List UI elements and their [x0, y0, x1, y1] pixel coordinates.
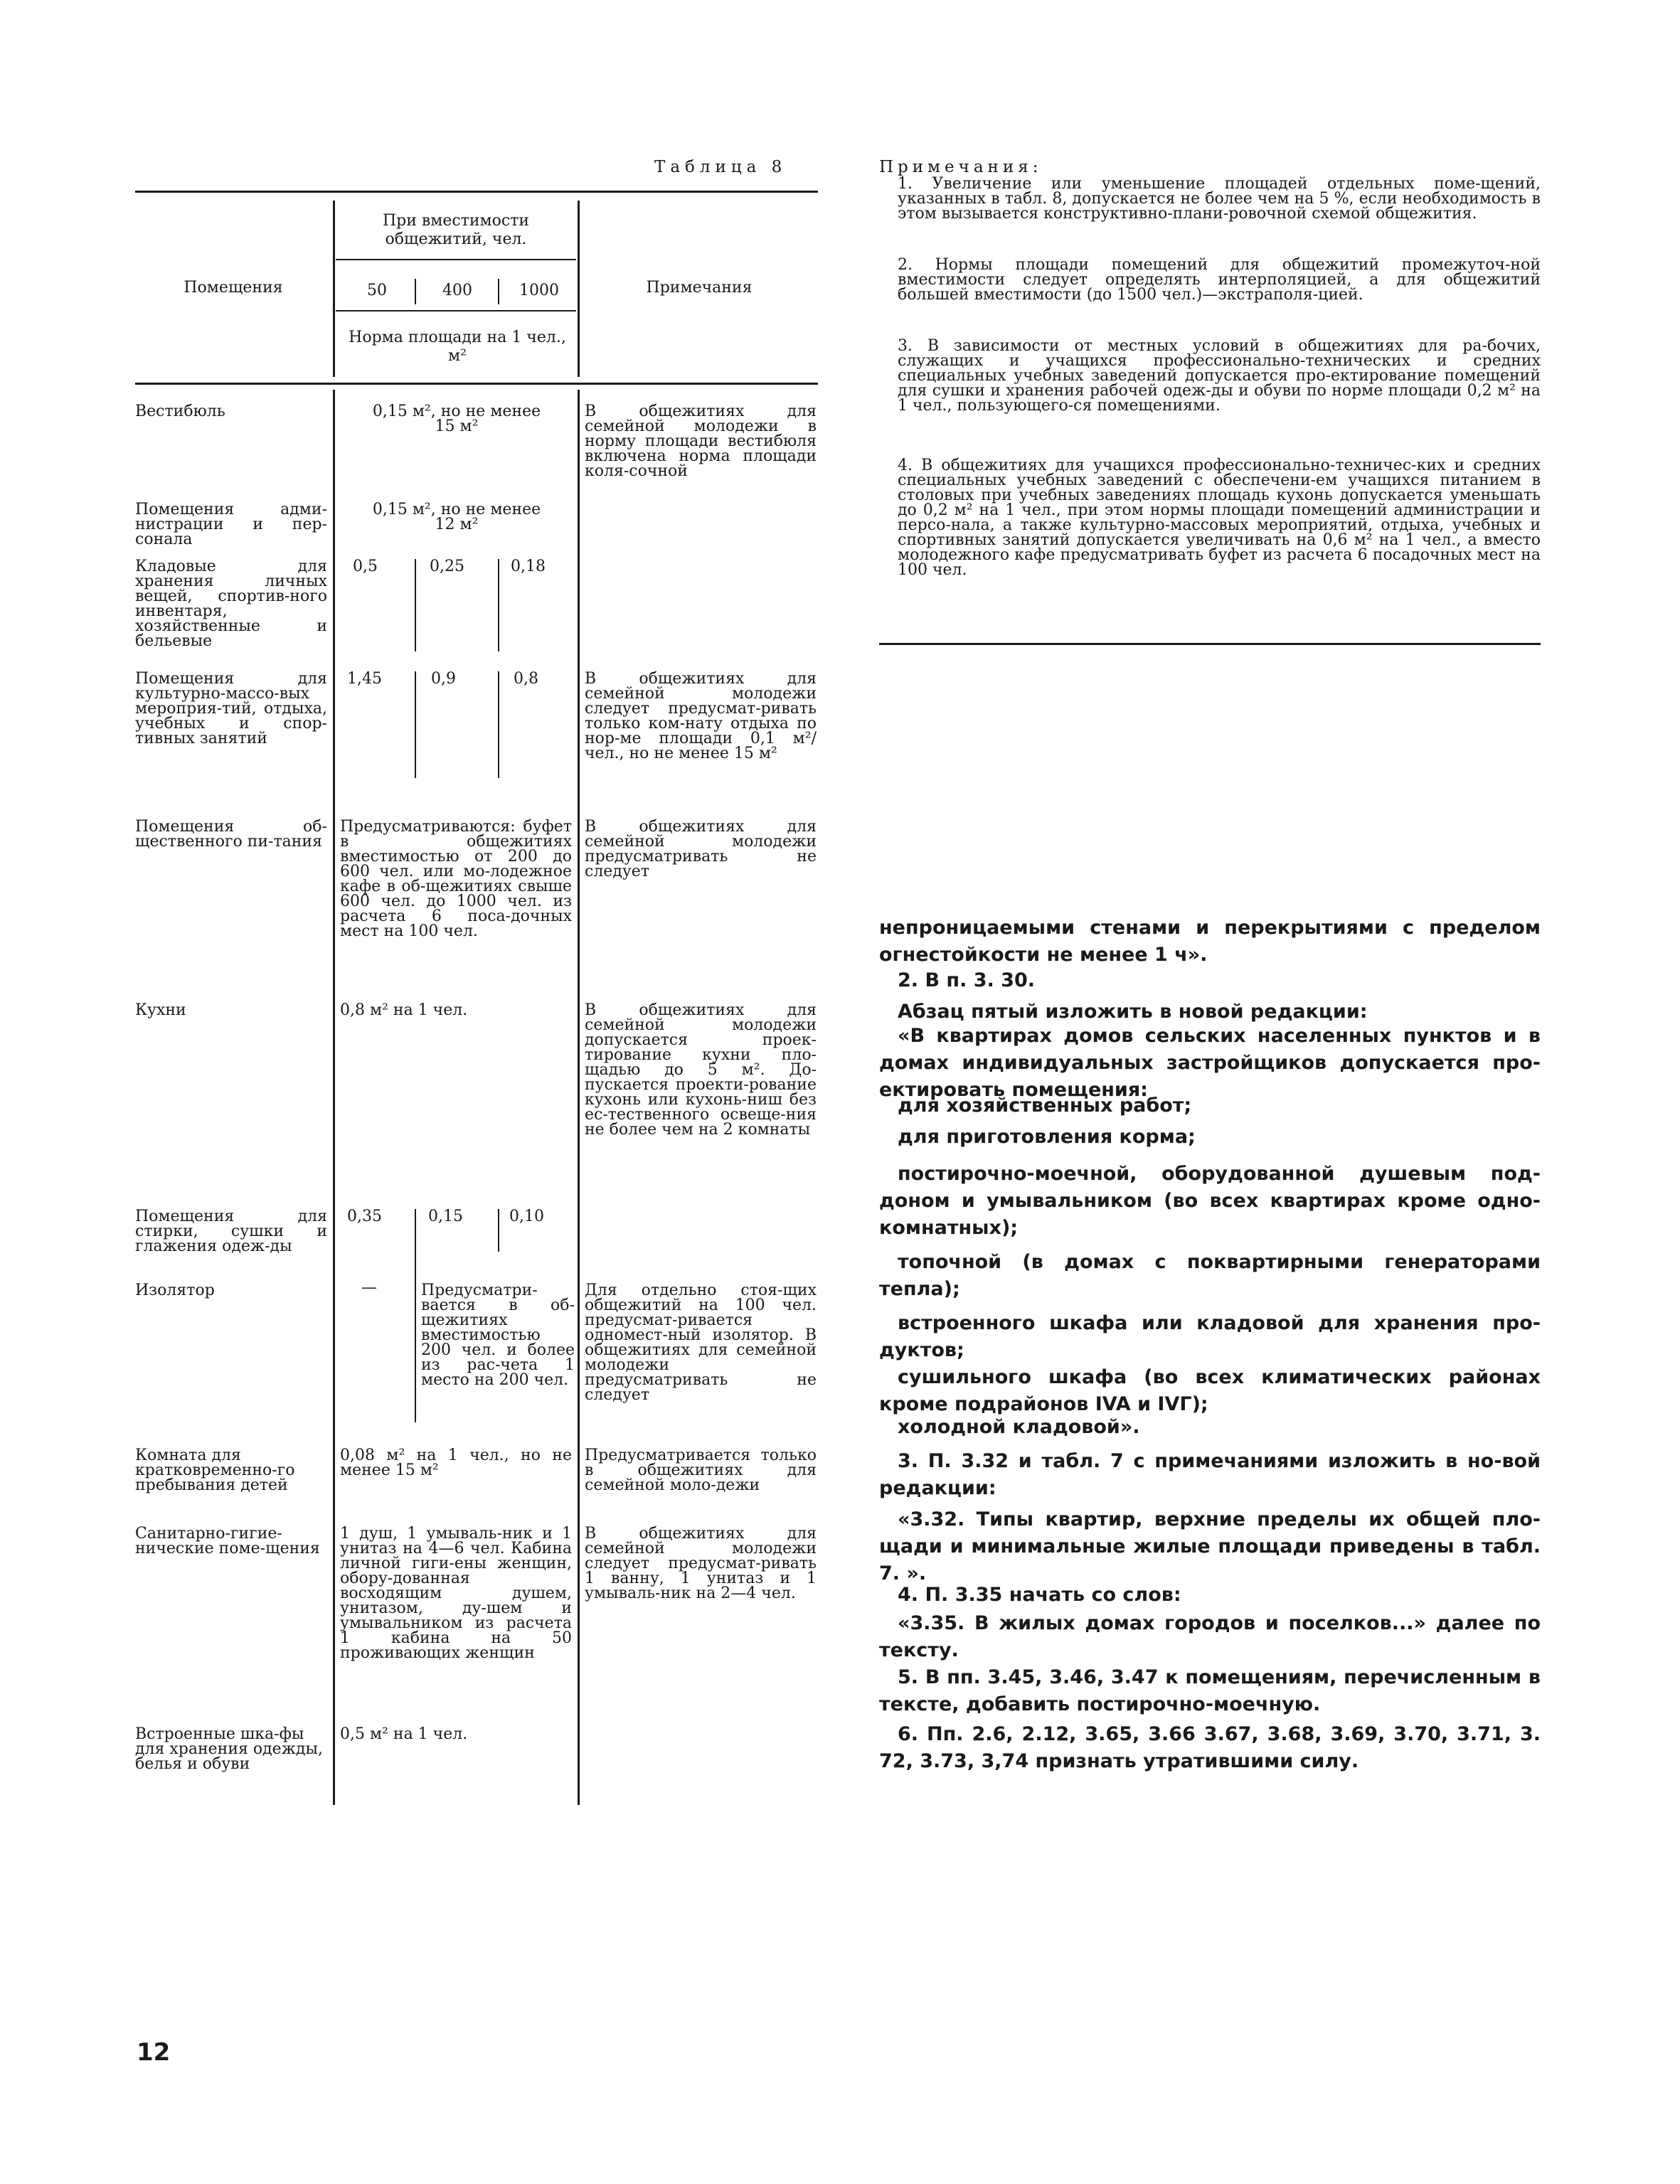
body-para-5: для приготовления корма; — [898, 1126, 1196, 1148]
row-vestibule-note: В общежитиях для семейной молодежи в норму площади вестибюля включена норма площади коля-сочной — [585, 403, 817, 480]
row-culture-name: Помещения для культурно-массо-вых мероприя-тий, отдыха, учебных и спор-тивных занятий — [135, 670, 327, 747]
row-isolator-note: Для отдельно стоя-щих общежитий на 100 чел. предусмат-ривается одномест-ный изолятор. В общежитиях для семейной молодежи предусматривать не следует — [585, 1282, 817, 1404]
header-col-divider — [498, 279, 499, 304]
row-storage-name: Кладовые для хранения личных вещей, спортив-ного инвентаря, хозяйственные и бельевые — [135, 558, 327, 650]
row-laundry-v50: 0,35 — [347, 1208, 382, 1225]
cell-divider — [415, 1273, 416, 1422]
row-storage-v1000: 0,18 — [511, 558, 546, 575]
row-catering-note: В общежитиях для семейной молодежи предусматривать не следует — [585, 818, 817, 880]
body-para-8: встроенного шкафа или кладовой для хранения про-дуктов; — [879, 1312, 1541, 1361]
note-item-1 — [879, 176, 1541, 221]
page-number: 12 — [137, 2038, 171, 2067]
row-vestibule-name: Вестибюль — [135, 403, 225, 420]
row-laundry-name: Помещения для стирки, сушки и глажения одеж-ды — [135, 1208, 327, 1255]
body-para-9: сушильного шкафа (во всех климатических районах кроме подрайонов IVA и IVГ); — [879, 1366, 1541, 1415]
body-para-16: 6. Пп. 2.6, 2.12, 3.65, 3.66 3.67, 3.68, 3.69, 3.70, 3.71, 3. 72, 3.73, 3,74 признать утратившими силу. — [879, 1723, 1541, 1772]
header-col-50: 50 — [367, 282, 387, 299]
row-admin-value: 0,15 м², но не менее 12 м² — [372, 501, 541, 533]
row-vestibule-value: 0,15 м², но не менее 15 м² — [372, 403, 541, 435]
header-col-1000: 1000 — [519, 282, 559, 299]
table-caption: Таблица 8 — [654, 158, 787, 176]
row-catering-name: Помещения об-щественного пи-тания — [135, 818, 327, 851]
body-para-10: холодной кладовой». — [898, 1416, 1140, 1438]
header-capacity: При вместимости общежитий, чел. — [382, 212, 530, 248]
header-rooms: Помещения — [184, 279, 283, 297]
body-para-4: для хозяйственных работ; — [898, 1094, 1192, 1117]
note-item-4 — [879, 458, 1541, 577]
body-para-0: непроницаемыми стенами и перекрытиями с пределом огнестойкости не менее 1 ч». — [879, 917, 1541, 966]
note-item-3 — [879, 339, 1541, 413]
cell-divider — [498, 671, 499, 778]
note-item-2 — [879, 257, 1541, 302]
row-kitchen-value: 0,8 м² на 1 чел. — [340, 1001, 468, 1019]
table-top-rule — [135, 191, 818, 193]
row-children-note: Предусматривается только в общежитиях для семейной моло-дежи — [585, 1447, 817, 1494]
row-wardrobe-name: Встроенные шка-фы для хранения одежды, белья и обуви — [135, 1725, 323, 1773]
row-catering-value: Предусматриваются: буфет в общежитиях вместимостью от 200 до 600 чел. или мо-лодежное кафе в об-щежитиях свыше 600 чел. до 1000 чел. из расчета 6 поса-дочных мест на 100 чел. — [340, 818, 572, 940]
row-sanitary-name: Санитарно-гигие-нические поме-щения — [135, 1525, 320, 1557]
header-notes: Примечания — [646, 279, 753, 297]
body-para-1: 2. В п. 3. 30. — [898, 969, 1036, 991]
header-col-400: 400 — [442, 282, 472, 299]
header-sub-rule — [336, 310, 576, 311]
table-col-divider — [578, 390, 580, 1805]
body-para-3: «В квартирах домов сельских населенных пунктов и в домах индивидуальных застройщиков допускается про-ектировать помещения: — [879, 1025, 1541, 1101]
row-culture-v1000: 0,8 — [514, 670, 538, 688]
cell-divider — [498, 1209, 499, 1252]
row-storage-v50: 0,5 — [353, 558, 378, 575]
row-culture-v50: 1,45 — [347, 670, 382, 688]
row-laundry-v400: 0,15 — [428, 1208, 463, 1225]
header-sub-rule — [336, 259, 576, 260]
row-isolator-v50: — — [361, 1279, 377, 1296]
table-header-rule — [135, 383, 818, 385]
body-para-6: постирочно-моечной, оборудованной душевым под-доном и умывальником (во всех квартирах кроме одно-комнатных); — [879, 1163, 1541, 1239]
row-culture-v400: 0,9 — [431, 670, 456, 688]
note-item-2-text: 2. Нормы площади помещений для общежитий промежуточ-ной вместимости следует определять интерполяцией, а для общежитий большей вместимости (до 1500 чел.)—экстраполя-цией. — [898, 256, 1541, 304]
table-col-divider — [333, 201, 335, 377]
table-col-divider — [333, 390, 335, 1805]
header-col-divider — [415, 279, 416, 304]
body-para-12: «3.32. Типы квартир, верхние пределы их общей пло-щади и минимальные жилые площади приведены в табл. 7. ». — [879, 1508, 1541, 1584]
header-norm: Норма площади на 1 чел., м² — [349, 329, 566, 365]
note-item-3-text: 3. В зависимости от местных условий в общежитиях для ра-бочих, служащих и учащихся профессионально-технических и средних специальных учебных заведений допускается про-ектирование помещений для сушки и хранения рабочей одеж-ды и обуви по норме площади 0,2 м² на 1 чел., пользующего-ся помещениями. — [898, 337, 1541, 415]
body-para-7: топочной (в домах с поквартирными генераторами тепла); — [879, 1251, 1541, 1300]
body-para-15: 5. В пп. 3.45, 3.46, 3.47 к помещениям, перечисленным в тексте, добавить постирочно-моечную. — [879, 1666, 1541, 1715]
row-isolator-v400-1000: Предусматри-вается в об-щежитиях вместимостью 200 чел. и более из рас-чета 1 место на 200 чел. — [421, 1282, 575, 1389]
notes-title: Примечания: — [879, 158, 1043, 176]
note-item-4-text: 4. В общежитиях для учащихся профессионально-техничес-ких и средних специальных учебных заведений с обеспечени-ем учащихся питанием в столовых при учебных заведениях площадь кухонь допускается уменьшать до 0,2 м² на 1 чел., при этом нормы площади помещений администрации и персо-нала, а также культурно-массовых мероприятий, отдыха, учебных и спортивных занятий допускается увеличивать на 0,6 м² на 1 чел., а вместо молодежного кафе предусматривать буфет из расчета 6 посадочных мест на 100 чел. — [898, 457, 1541, 579]
row-children-value: 0,08 м² на 1 чел., но не менее 15 м² — [340, 1447, 572, 1479]
row-children-name: Комната для кратковременно-го пребывания детей — [135, 1447, 295, 1494]
note-item-1-text: 1. Увеличение или уменьшение площадей отдельных поме-щений, указанных в табл. 8, допускается не более чем на 5 %, если необходимость в этом вызывается конструктивно-плани-ровочной схемой общежития. — [898, 175, 1541, 223]
body-para-2: Абзац пятый изложить в новой редакции: — [898, 1001, 1368, 1023]
cell-divider — [415, 559, 416, 651]
body-para-14: «3.35. В жилых домах городов и поселков...» далее по тексту. — [879, 1612, 1541, 1661]
body-para-11: 3. П. 3.32 и табл. 7 с примечаниями изложить в но-вой редакции: — [879, 1450, 1541, 1499]
row-wardrobe-value: 0,5 м² на 1 чел. — [340, 1725, 468, 1743]
row-sanitary-note: В общежитиях для семейной молодежи следует предусмат-ривать 1 ванну, 1 унитаз и 1 умываль-ник на 2—4 чел. — [585, 1525, 817, 1602]
row-sanitary-value: 1 душ, 1 умываль-ник и 1 унитаз на 4—6 чел. Кабина личной гиги-ены женщин, обору-дованная восходящим душем, унитазом, ду-шем и умывальником из расчета 1 кабина на 50 проживающих женщин — [340, 1525, 572, 1662]
body-para-13: 4. П. 3.35 начать со слов: — [898, 1584, 1181, 1606]
row-laundry-v1000: 0,10 — [509, 1208, 544, 1225]
notes-bottom-rule — [879, 643, 1541, 645]
row-kitchen-note: В общежитиях для семейной молодежи допускается проек-тирование кухни пло-щадью до 5 м². До-пускается проекти-рование кухонь или кухонь-ниш без ес-тественного освеще-ния не более чем на 2 комнаты — [585, 1001, 817, 1139]
row-kitchen-name: Кухни — [135, 1001, 186, 1019]
cell-divider — [415, 671, 416, 778]
row-admin-name: Помещения адми-нистрации и пер-сонала — [135, 501, 327, 548]
row-isolator-name: Изолятор — [135, 1282, 215, 1299]
table-col-divider — [578, 201, 580, 377]
cell-divider — [498, 559, 499, 651]
row-storage-v400: 0,25 — [430, 558, 464, 575]
row-culture-note: В общежитиях для семейной молодежи следует предусмат-ривать только ком-нату отдыха по нор-ме площади 0,1 м²/чел., но не менее 15 м² — [585, 670, 817, 762]
